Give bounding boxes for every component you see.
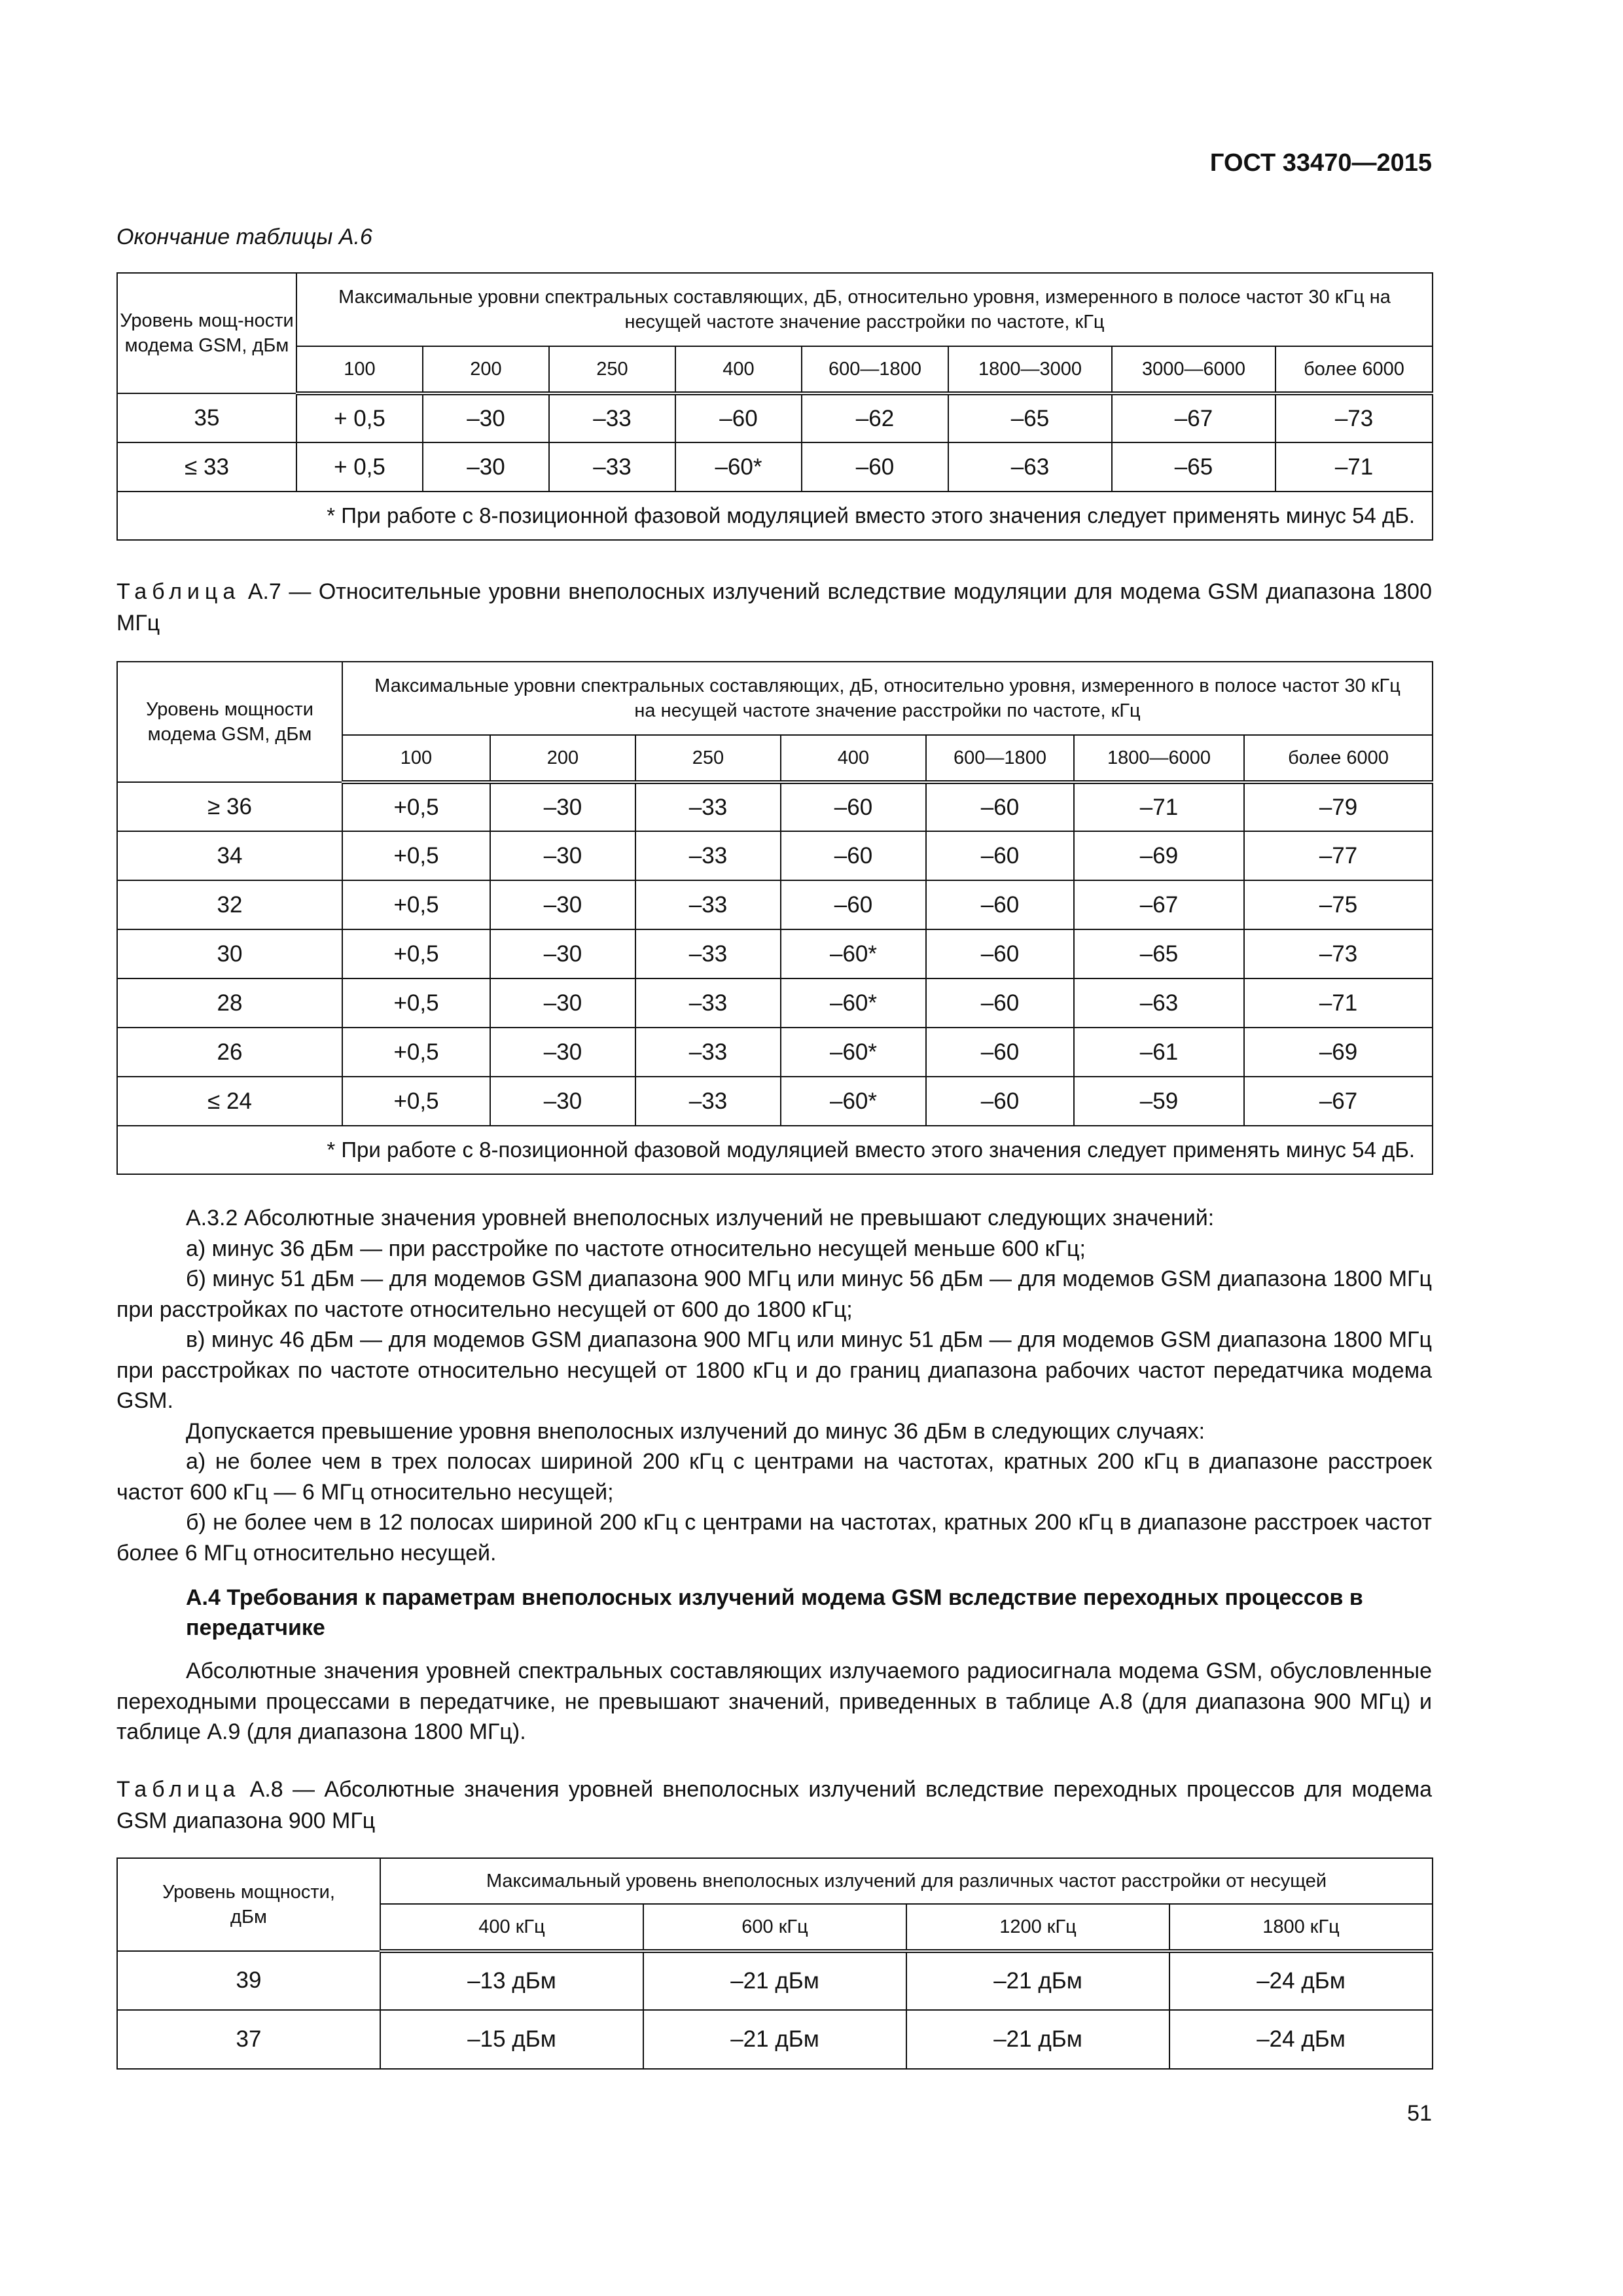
- value-cell: –30: [423, 393, 549, 442]
- value-cell: –65: [1074, 929, 1244, 978]
- power-level-cell: 35: [117, 393, 296, 442]
- value-cell: –30: [490, 782, 635, 831]
- column-header: 200: [490, 735, 635, 782]
- column-header: 1200 кГц: [906, 1904, 1169, 1951]
- value-cell: –61: [1074, 1028, 1244, 1077]
- power-level-cell: 37: [117, 2010, 380, 2069]
- table-row: [117, 1951, 1433, 2010]
- paragraph: б) не более чем в 12 полосах шириной 200 кГц с центрами на частотах, кратных 200 кГц в диапазоне расстроек частот более 6 МГц относительно несущей.: [116, 1510, 1432, 1566]
- value-cell: –63: [1074, 978, 1244, 1028]
- table-a8-caption: [116, 1774, 1432, 1837]
- column-header: 400 кГц: [380, 1904, 643, 1951]
- table-a7-caption: [116, 576, 1432, 639]
- value-cell: –59: [1074, 1077, 1244, 1126]
- value-cell: –60*: [675, 442, 802, 492]
- value-cell: –60: [675, 393, 802, 442]
- clause-a32: [116, 1203, 1432, 1568]
- value-cell: +0,5: [342, 929, 490, 978]
- table-header-row-label: Уровень мощности, дБм: [117, 1858, 380, 1951]
- power-level-cell: 28: [117, 978, 342, 1028]
- table-caption-label: Таблица: [116, 1777, 241, 1802]
- power-level-cell: 26: [117, 1028, 342, 1077]
- table-row: [117, 1028, 1433, 1077]
- value-cell: –71: [1275, 442, 1433, 492]
- value-cell: –33: [635, 978, 781, 1028]
- table-header-group: Максимальные уровни спектральных составляющих, дБ, относительно уровня, измеренного в полосе частот 30 кГц на несущей частоте значение расстройки по частоте, кГц: [296, 273, 1433, 346]
- column-header: 100: [296, 346, 423, 393]
- power-level-cell: 30: [117, 929, 342, 978]
- value-cell: –60: [781, 782, 926, 831]
- value-cell: –30: [490, 1077, 635, 1126]
- value-cell: +0,5: [342, 978, 490, 1028]
- value-cell: +0,5: [342, 782, 490, 831]
- value-cell: –24 дБм: [1169, 2010, 1433, 2069]
- value-cell: –33: [635, 782, 781, 831]
- value-cell: –21 дБм: [643, 1951, 906, 2010]
- value-cell: –60*: [781, 1077, 926, 1126]
- table-caption-label: Таблица: [116, 579, 241, 604]
- table-header-group: Максимальный уровень внеполосных излучений для различных частот расстройки от несущей: [380, 1858, 1433, 1904]
- table-a6: [116, 272, 1433, 541]
- section-a4-heading: А.4 Требования к параметрам внеполосных излучений модема GSM вследствие переходных процессов в передатчике: [186, 1585, 1363, 1640]
- column-header: более 6000: [1275, 346, 1433, 393]
- power-level-cell: ≤ 24: [117, 1077, 342, 1126]
- table-a8: [116, 1857, 1433, 2070]
- table-header-row-label: Уровень мощности модема GSM, дБм: [117, 662, 342, 782]
- table-footnote: * При работе с 8-позиционной фазовой модуляцией вместо этого значения следует применять минус 54 дБ.: [117, 492, 1433, 540]
- column-header: 600—1800: [802, 346, 948, 393]
- value-cell: –60: [926, 978, 1074, 1028]
- column-header: более 6000: [1244, 735, 1433, 782]
- paragraph: Абсолютные значения уровней спектральных составляющих излучаемого радиосигнала модема GSM, обусловленные переходными процессами в передатчике, не превышают значений, приведенных в таблице А.8 (для диапазона 900 МГц) и таблице А.9 (для диапазона 1800 МГц).: [116, 1659, 1432, 1744]
- power-level-cell: 39: [117, 1951, 380, 2010]
- paragraph: А.3.2 Абсолютные значения уровней внеполосных излучений не превышают следующих значений:: [186, 1206, 1215, 1230]
- value-cell: –60*: [781, 929, 926, 978]
- power-level-cell: 34: [117, 831, 342, 880]
- value-cell: –21 дБм: [906, 1951, 1169, 2010]
- value-cell: –73: [1275, 393, 1433, 442]
- value-cell: –79: [1244, 782, 1433, 831]
- column-header: 1800—6000: [1074, 735, 1244, 782]
- table-a6-continuation-title: Окончание таблицы А.6: [116, 224, 372, 249]
- value-cell: –62: [802, 393, 948, 442]
- table-header-row-label: Уровень мощ-ности модема GSM, дБм: [117, 273, 296, 393]
- table-caption-text: А.7 — Относительные уровни внеполосных излучений вследствие модуляции для модема GSM диапазона 1800 МГц: [116, 579, 1433, 636]
- value-cell: –71: [1244, 978, 1433, 1028]
- value-cell: –30: [490, 831, 635, 880]
- column-header: 400: [675, 346, 802, 393]
- value-cell: –60*: [781, 978, 926, 1028]
- value-cell: +0,5: [342, 880, 490, 929]
- power-level-cell: ≥ 36: [117, 782, 342, 831]
- paragraph: б) минус 51 дБм — для модемов GSM диапазона 900 МГц или минус 56 дБм — для модемов GSM диапазона 1800 МГц при расстройках по частоте относительно несущей от 600 до 1800 кГц;: [116, 1266, 1432, 1322]
- column-header: 3000—6000: [1112, 346, 1275, 393]
- value-cell: –67: [1074, 880, 1244, 929]
- value-cell: –13 дБм: [380, 1951, 643, 2010]
- value-cell: –24 дБм: [1169, 1951, 1433, 2010]
- table-row: [117, 393, 1433, 442]
- table-a7: [116, 661, 1433, 1175]
- column-header: 200: [423, 346, 549, 393]
- table-row: [117, 929, 1433, 978]
- value-cell: –67: [1244, 1077, 1433, 1126]
- value-cell: –77: [1244, 831, 1433, 880]
- value-cell: –33: [635, 831, 781, 880]
- value-cell: +0,5: [342, 1077, 490, 1126]
- value-cell: –60: [781, 880, 926, 929]
- value-cell: –30: [490, 978, 635, 1028]
- column-header: 1800—3000: [948, 346, 1112, 393]
- value-cell: –69: [1244, 1028, 1433, 1077]
- table-row: [117, 782, 1433, 831]
- column-header: 600—1800: [926, 735, 1074, 782]
- value-cell: –65: [1112, 442, 1275, 492]
- paragraph: в) минус 46 дБм — для модемов GSM диапазона 900 МГц или минус 51 дБм — для модемов GSM диапазона 1800 МГц при расстройках по частоте относительно несущей от 1800 кГц и до границ диапазона рабочих частот передатчика модема GSM.: [116, 1327, 1432, 1413]
- table-row: [117, 2010, 1433, 2069]
- column-header: 1800 кГц: [1169, 1904, 1433, 1951]
- table-row: [117, 442, 1433, 492]
- paragraph: а) не более чем в трех полосах шириной 200 кГц с центрами на частотах, кратных 200 кГц в диапазоне расстроек частот 600 кГц — 6 МГц относительно несущей;: [116, 1449, 1432, 1505]
- value-cell: –33: [635, 1028, 781, 1077]
- value-cell: –71: [1074, 782, 1244, 831]
- value-cell: –75: [1244, 880, 1433, 929]
- table-footnote: * При работе с 8-позиционной фазовой модуляцией вместо этого значения следует применять минус 54 дБ.: [117, 1126, 1433, 1174]
- column-header: 250: [635, 735, 781, 782]
- value-cell: –60*: [781, 1028, 926, 1077]
- value-cell: –60: [926, 929, 1074, 978]
- value-cell: + 0,5: [296, 442, 423, 492]
- value-cell: –67: [1112, 393, 1275, 442]
- page-number: 51: [1407, 2101, 1432, 2126]
- paragraph: а) минус 36 дБм — при расстройке по частоте относительно несущей меньше 600 кГц;: [186, 1236, 1086, 1261]
- table-column-headers: [117, 346, 1433, 393]
- value-cell: –33: [635, 880, 781, 929]
- value-cell: –30: [490, 880, 635, 929]
- value-cell: –60: [926, 1028, 1074, 1077]
- value-cell: –21 дБм: [906, 2010, 1169, 2069]
- table-row: [117, 1077, 1433, 1126]
- value-cell: –60: [802, 442, 948, 492]
- paragraph: Допускается превышение уровня внеполосных излучений до минус 36 дБм в следующих случаях:: [186, 1418, 1205, 1444]
- column-header: 400: [781, 735, 926, 782]
- table-row: [117, 880, 1433, 929]
- value-cell: +0,5: [342, 831, 490, 880]
- value-cell: –65: [948, 393, 1112, 442]
- column-header: 600 кГц: [643, 1904, 906, 1951]
- value-cell: +0,5: [342, 1028, 490, 1077]
- power-level-cell: ≤ 33: [117, 442, 296, 492]
- value-cell: –60: [926, 782, 1074, 831]
- standard-number: ГОСТ 33470—2015: [1209, 149, 1432, 177]
- value-cell: –60: [926, 880, 1074, 929]
- table-row: [117, 978, 1433, 1028]
- value-cell: –33: [635, 929, 781, 978]
- table-header-group: Максимальные уровни спектральных составляющих, дБ, относительно уровня, измеренного в полосе частот 30 кГц на несущей частоте значение расстройки по частоте, кГц: [342, 662, 1433, 735]
- value-cell: –15 дБм: [380, 2010, 643, 2069]
- column-header: 100: [342, 735, 490, 782]
- value-cell: –60: [926, 1077, 1074, 1126]
- table-caption-text: А.8 — Абсолютные значения уровней внеполосных излучений вследствие переходных процессов для модема GSM диапазона 900 МГц: [116, 1777, 1432, 1833]
- value-cell: –30: [423, 442, 549, 492]
- value-cell: –33: [635, 1077, 781, 1126]
- table-row: [117, 831, 1433, 880]
- value-cell: –30: [490, 929, 635, 978]
- value-cell: –60: [926, 831, 1074, 880]
- value-cell: –69: [1074, 831, 1244, 880]
- section-a4-body: [116, 1656, 1432, 1748]
- value-cell: + 0,5: [296, 393, 423, 442]
- value-cell: –73: [1244, 929, 1433, 978]
- value-cell: –33: [549, 393, 675, 442]
- value-cell: –63: [948, 442, 1112, 492]
- power-level-cell: 32: [117, 880, 342, 929]
- value-cell: –60: [781, 831, 926, 880]
- column-header: 250: [549, 346, 675, 393]
- value-cell: –30: [490, 1028, 635, 1077]
- value-cell: –33: [549, 442, 675, 492]
- value-cell: –21 дБм: [643, 2010, 906, 2069]
